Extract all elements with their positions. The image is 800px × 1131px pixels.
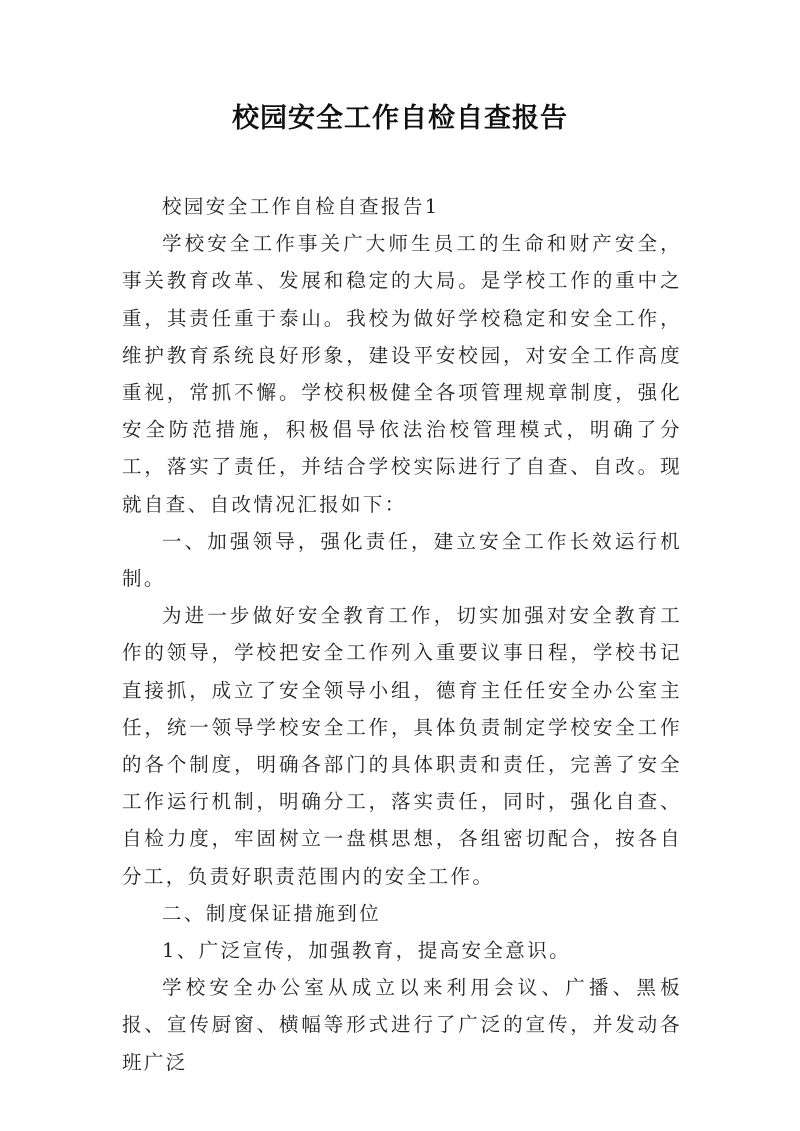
subsection-heading-1: 1、广泛宣传，加强教育，提高安全意识。 <box>162 939 572 963</box>
section-1-paragraph: 为进一步做好安全教育工作，切实加强对安全教育工作的领导，学校把安全工作列入重要议事日程，学校书记直接抓，成立了安全领导小组，德育主任任安全办公室主任，统一领导学校安全工作，具体负责制定学校安全工作的各个制度，明确各部门的具体职责和责任，完善了安全工作运行机制，明确分工，落实责任，同时，强化自查、自检力度，牢固树立一盘棋思想，各组密切配合，按各自分工，负责好职责范围内的安全工作。 <box>122 604 682 888</box>
report-subtitle: 校园安全工作自检自查报告1 <box>162 195 440 218</box>
section-heading-2: 二、制度保证措施到位 <box>162 901 382 925</box>
document-title: 校园安全工作自检自查报告 <box>232 103 568 134</box>
subsection-1-paragraph: 学校安全办公室从成立以来利用会议、广播、黑板报、宣传厨窗、横幅等形式进行了广泛的宣传，并发动各班广泛 <box>122 976 682 1074</box>
section-heading-1: 一、加强领导，强化责任，建立安全工作长效运行机制。 <box>122 529 682 591</box>
intro-paragraph: 学校安全工作事关广大师生员工的生命和财产安全，事关教育改革、发展和稳定的大局。是学校工作的重中之重，其责任重于泰山。我校为做好学校稳定和安全工作，维护教育系统良好形象，建设平安校园，对安全工作高度重视，常抓不懈。学校积极健全各项管理规章制度，强化安全防范措施，积极倡导依法治校管理模式，明确了分工，落实了责任，并结合学校实际进行了自查、自改。现就自查、自改情况汇报如下： <box>122 232 682 516</box>
document-body <box>122 188 682 1081</box>
